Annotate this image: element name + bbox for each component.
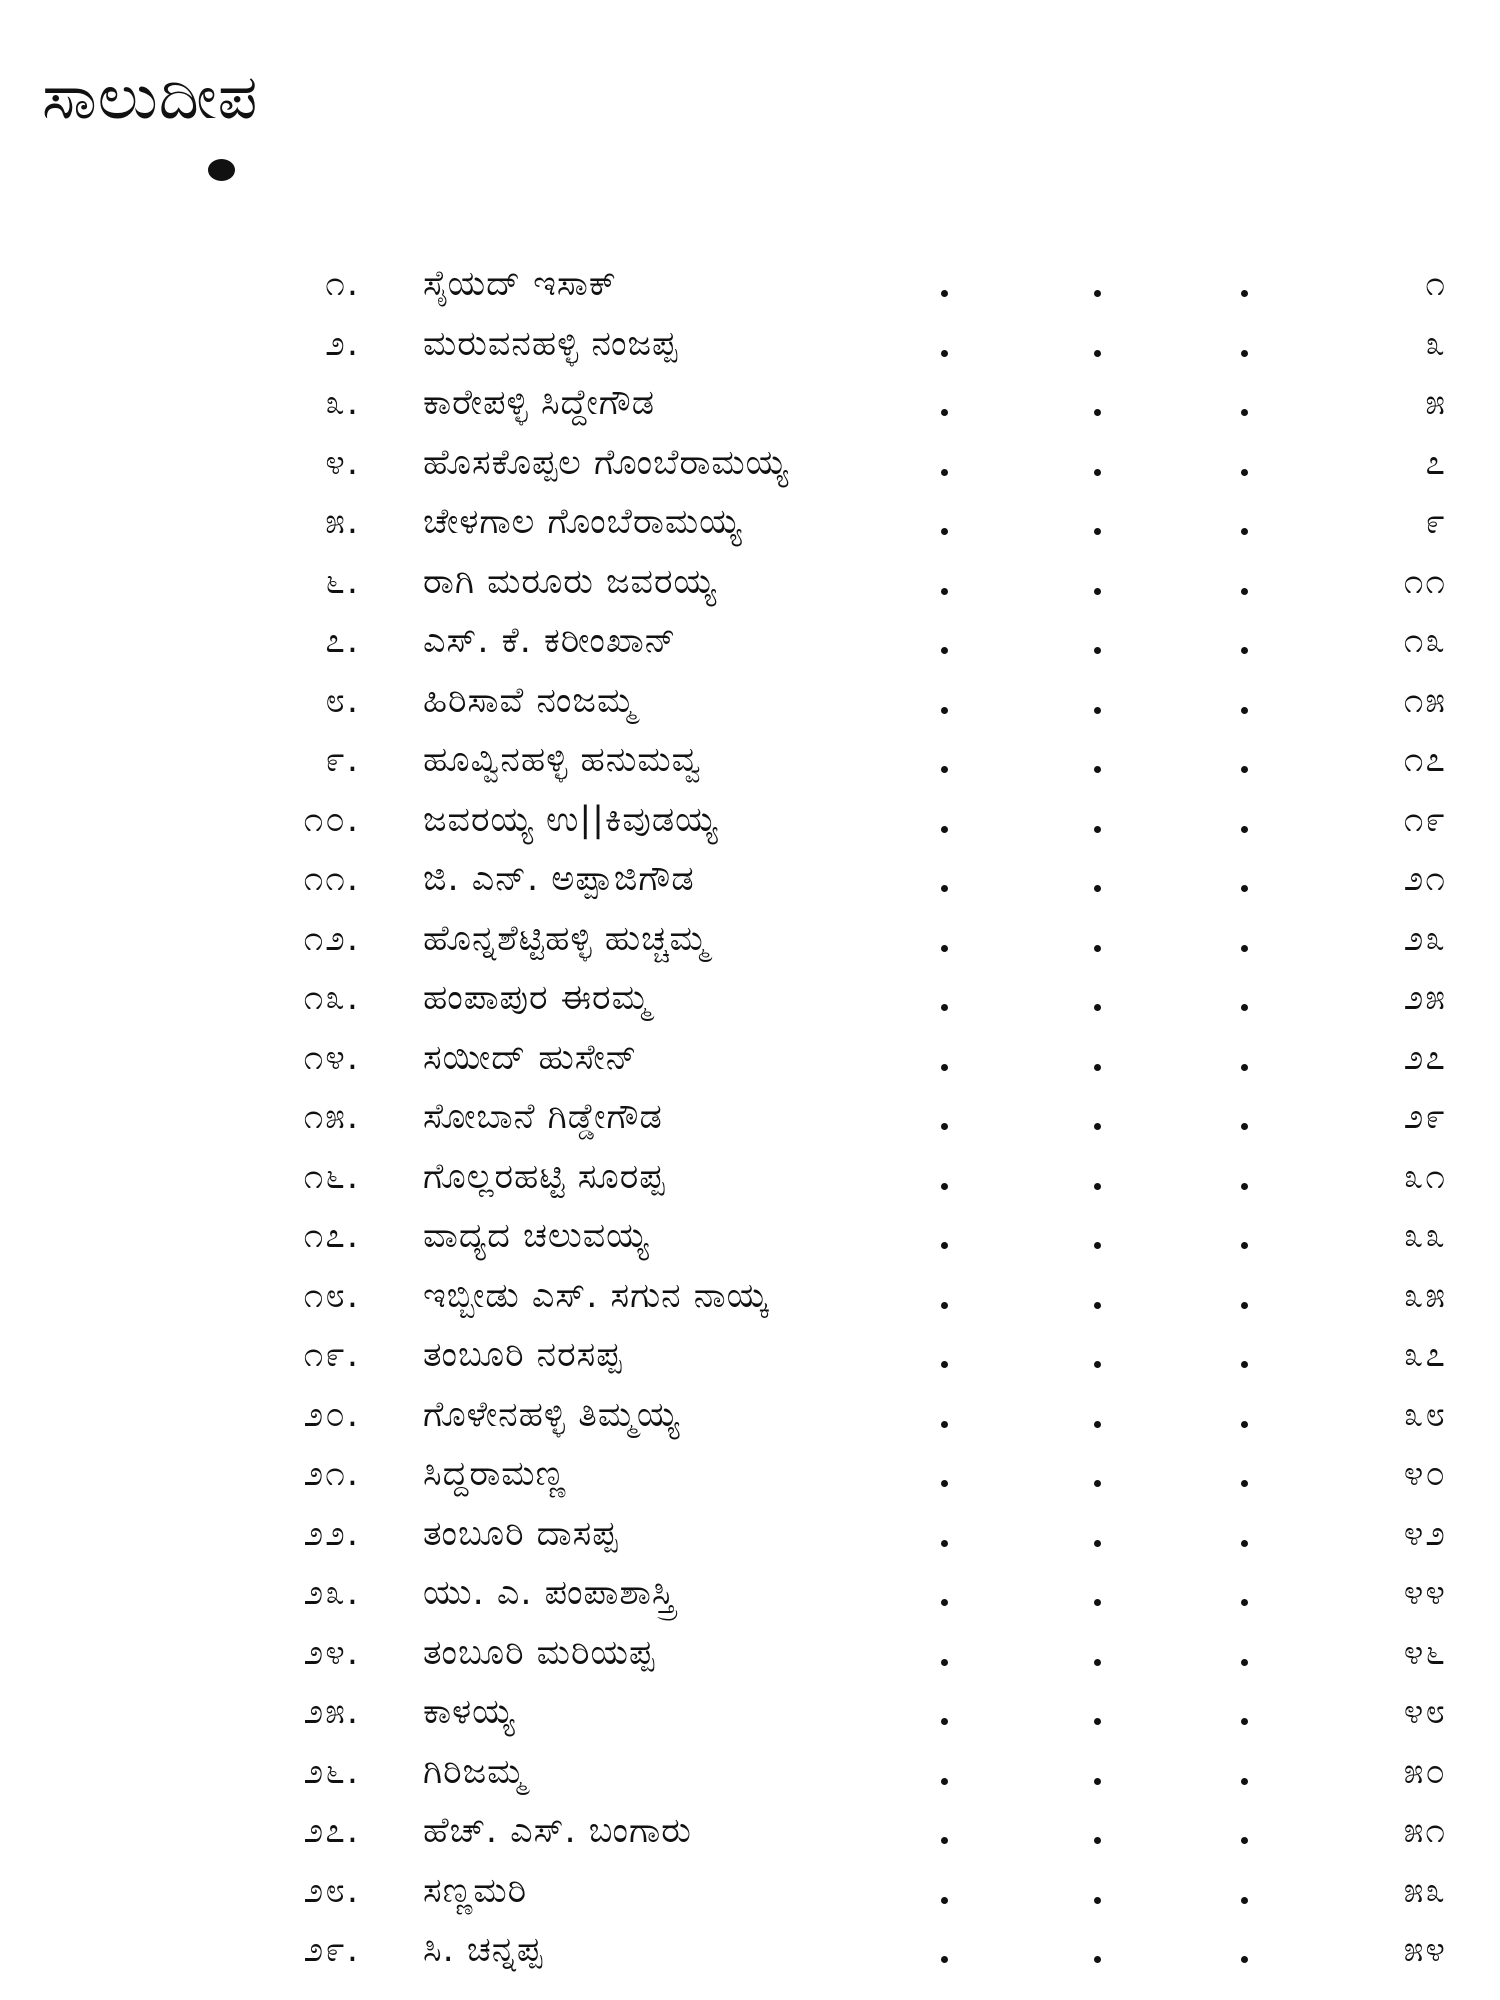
leader-dot [1094,588,1101,595]
leader-dot [1094,707,1101,714]
entry-title: ಸಣ್ಣಮರಿ [423,1870,528,1911]
leader-dot [1094,885,1101,892]
entry-number: ೨೮. [303,1870,360,1911]
entry-title: ಮರುವನಹಳ್ಳಿ ನಂಜಪ್ಪ [423,323,679,364]
leader-dot [941,1837,948,1844]
entry-title: ತಂಬೂರಿ ದಾಸಪ್ಪ [423,1513,619,1554]
leader-dot [1094,1659,1101,1666]
leader-dot [1094,826,1101,833]
leader-dot [941,826,948,833]
leader-dot [1094,647,1101,654]
entry-page-number: ೨೭ [1403,1037,1447,1078]
entry-number: ೧೬. [303,1156,360,1197]
toc-entry [0,1686,1500,1746]
leader-dot [1241,1659,1248,1666]
leader-dot [1094,1956,1101,1963]
entry-title: ಸೋಬಾನೆ ಗಿಡ್ಡೇಗೌಡ [423,1097,663,1137]
leader-dot [1241,528,1248,535]
entry-page-number: ೪೬ [1403,1632,1447,1673]
leader-dot [941,885,948,892]
leader-dot [941,350,948,357]
entry-number: ೩. [325,383,360,423]
leader-dot [1094,1302,1101,1309]
leader-dot [1241,826,1248,833]
leader-dot [941,766,948,773]
toc-entry [0,377,1500,437]
entry-page-number: ೩೫ [1403,1275,1447,1316]
entry-title: ಸಯೀದ್ ಹುಸೇನ್ [423,1037,638,1078]
entry-title: ರಾಗಿ ಮರೂರು ಜವರಯ್ಯ [423,561,717,602]
toc-entry [0,1151,1500,1211]
entry-number: ೨೪. [303,1632,360,1673]
leader-dot [941,1599,948,1606]
entry-title: ವಾದ್ಯದ ಚಲುವಯ್ಯ [423,1216,650,1256]
leader-dot [1241,1421,1248,1428]
entry-page-number: ೩೮ [1403,1394,1447,1435]
entry-page-number: ೩೧ [1403,1156,1447,1197]
entry-title: ಹೊನ್ನಶೆಟ್ಟಿಹಳ್ಳಿ ಹುಚ್ಚಮ್ಮ [423,918,709,959]
entry-page-number: ೧೯ [1403,799,1447,840]
leader-dot [941,1183,948,1190]
entry-number: ೧೩. [303,978,360,1018]
leader-dot [941,1123,948,1130]
entry-number: ೧೨. [303,918,360,959]
leader-dot [1094,766,1101,773]
entry-page-number: ೪೪ [1403,1573,1447,1613]
leader-dot [941,1778,948,1785]
leader-dot [941,1540,948,1547]
entry-title: ಇಬ್ಬೀಡು ಎಸ್. ಸಗುನ ನಾಯ್ಕ [423,1275,769,1316]
leader-dot [1094,1242,1101,1249]
entry-title: ಸಿದ್ದರಾಮಣ್ಣ [423,1454,567,1494]
leader-dot [1241,1480,1248,1487]
entry-page-number: ೩ [1425,323,1447,364]
toc-entry [0,1389,1500,1449]
toc-entry [0,437,1500,497]
entry-title: ಯು. ಎ. ಪಂಪಾಶಾಸ್ತ್ರಿ [423,1573,676,1613]
toc-entry [0,1627,1500,1687]
leader-dot [1241,588,1248,595]
leader-dot [941,1480,948,1487]
toc-entry [0,1032,1500,1092]
leader-dot [1241,350,1248,357]
toc-entry [0,972,1500,1032]
entry-page-number: ೨೩ [1403,918,1447,959]
entry-page-number: ೧೩ [1403,621,1447,661]
leader-dot [1241,290,1248,297]
entry-page-number: ೩೩ [1403,1216,1447,1256]
toc-entry [0,1805,1500,1865]
leader-dot [1094,945,1101,952]
leader-dot [1094,1778,1101,1785]
entry-number: ೨೯. [303,1930,360,1970]
leader-dot [1241,1183,1248,1190]
title-bullet-dot [208,159,235,181]
leader-dot [1094,290,1101,297]
entry-page-number: ೫ [1425,383,1447,423]
entry-title: ತಂಬೂರಿ ಮರಿಯಪ್ಪ [423,1632,656,1673]
leader-dot [941,1659,948,1666]
entry-number: ೨೦. [303,1394,360,1435]
leader-dot [1094,1361,1101,1368]
toc-entry [0,675,1500,735]
entry-page-number: ೪೮ [1403,1692,1447,1732]
entry-title: ಸೈಯದ್ ಇಸಾಕ್ [423,264,617,304]
leader-dot [1241,1778,1248,1785]
toc-entry [0,1210,1500,1270]
entry-page-number: ೩೭ [1403,1335,1447,1375]
entry-title: ಚೇಳಗಾಲ ಗೊಂಬೆರಾಮಯ್ಯ [423,502,743,542]
entry-number: ೨೭. [303,1811,360,1851]
entry-title: ಹೆಚ್. ಎಸ್. ಬಂಗಾರು [423,1811,692,1851]
entry-number: ೮. [325,680,360,721]
leader-dot [941,1361,948,1368]
leader-dot [1241,1004,1248,1011]
leader-dot [941,1718,948,1725]
toc-entry [0,258,1500,318]
entry-title: ಜವರಯ್ಯ ಉ||ಕಿವುಡಯ್ಯ [423,799,719,840]
leader-dot [1241,1599,1248,1606]
entry-number: ೨೨. [303,1513,360,1554]
entry-title: ಕಾಳಯ್ಯ [423,1692,516,1732]
leader-dot [941,707,948,714]
entry-page-number: ೫೦ [1403,1751,1447,1792]
entry-page-number: ೯ [1425,502,1447,542]
leader-dot [1241,647,1248,654]
leader-dot [941,1897,948,1904]
leader-dot [1241,1837,1248,1844]
entry-number: ೨. [325,323,360,364]
leader-dot [941,1956,948,1963]
entry-page-number: ೫೩ [1403,1870,1447,1911]
entry-number: ೭. [325,621,360,661]
leader-dot [1241,1540,1248,1547]
toc-entry [0,1865,1500,1925]
leader-dot [1094,1837,1101,1844]
entry-number: ೨೧. [303,1454,360,1494]
entry-page-number: ೨೯ [1403,1097,1447,1137]
leader-dot [1094,1123,1101,1130]
leader-dot [1241,1718,1248,1725]
entry-title: ಗಿರಿಜಮ್ಮ [423,1751,527,1792]
toc-entry [0,734,1500,794]
leader-dot [1241,1897,1248,1904]
entry-title: ಎಸ್. ಕೆ. ಕರೀಂಖಾನ್ [423,621,677,661]
leader-dot [941,290,948,297]
entry-page-number: ೪೨ [1403,1513,1447,1554]
leader-dot [941,1004,948,1011]
leader-dot [1241,945,1248,952]
leader-dot [941,647,948,654]
entry-number: ೨೫. [303,1692,360,1732]
toc-entry [0,615,1500,675]
table-of-contents [0,258,1500,1984]
leader-dot [1241,409,1248,416]
entry-number: ೯. [325,740,360,780]
toc-entry [0,1091,1500,1151]
toc-entry [0,556,1500,616]
entry-page-number: ೫೪ [1403,1930,1447,1970]
entry-page-number: ೭ [1425,442,1447,483]
leader-dot [941,1421,948,1428]
entry-number: ೬. [325,561,360,602]
entry-page-number: ೫೧ [1403,1811,1447,1851]
leader-dot [941,1064,948,1071]
leader-dot [1094,409,1101,416]
leader-dot [1241,1302,1248,1309]
entry-page-number: ೧೭ [1403,740,1447,780]
leader-dot [1094,1897,1101,1904]
entry-title: ಹೊಸಕೊಪ್ಪಲ ಗೊಂಬೆರಾಮಯ್ಯ [423,442,789,483]
entry-title: ಗೊಳೇನಹಳ್ಳಿ ತಿಮ್ಮಯ್ಯ [423,1394,681,1435]
entry-page-number: ೨೧ [1403,859,1447,899]
entry-number: ೨೩. [303,1573,360,1613]
entry-number: ೧೫. [303,1097,360,1137]
leader-dot [1241,707,1248,714]
leader-dot [1241,1361,1248,1368]
leader-dot [1094,1004,1101,1011]
leader-dot [1094,1421,1101,1428]
toc-entry [0,1270,1500,1330]
entry-number: ೧೯. [303,1335,360,1375]
entry-page-number: ೧೫ [1403,680,1447,721]
entry-number: ೧೦. [303,799,360,840]
leader-dot [1241,469,1248,476]
leader-dot [1241,1242,1248,1249]
leader-dot [941,945,948,952]
leader-dot [1094,469,1101,476]
leader-dot [1241,1064,1248,1071]
entry-title: ಕಾರೇಪಳ್ಳಿ ಸಿದ್ದೇಗೌಡ [423,383,656,423]
toc-entry [0,1448,1500,1508]
entry-number: ೫. [325,502,360,542]
entry-page-number: ೨೫ [1403,978,1447,1018]
leader-dot [1094,1183,1101,1190]
toc-entry [0,794,1500,854]
leader-dot [1241,885,1248,892]
page-title: ಸಾಲುದೀಪ [42,60,259,133]
entry-title: ಹಂಪಾಪುರ ಈರಮ್ಮ [423,978,651,1018]
entry-page-number: ೧ [1425,264,1447,304]
toc-entry [0,1924,1500,1984]
entry-number: ೨೬. [303,1751,360,1792]
leader-dot [1094,1480,1101,1487]
entry-number: ೪. [325,442,360,483]
entry-title: ಜಿ. ಎನ್. ಅಪ್ಪಾಜಿಗೌಡ [423,859,695,899]
entry-number: ೧೮. [303,1275,360,1316]
leader-dot [1094,1540,1101,1547]
entry-page-number: ೧೧ [1403,561,1447,602]
toc-entry [0,318,1500,378]
toc-entry [0,853,1500,913]
entry-number: ೧. [325,264,360,304]
entry-number: ೧೪. [303,1037,360,1078]
entry-title: ಹೂವ್ವಿನಹಳ್ಳಿ ಹನುಮವ್ವ [423,740,702,780]
leader-dot [941,588,948,595]
entry-title: ತಂಬೂರಿ ನರಸಪ್ಪ [423,1335,623,1375]
leader-dot [1094,1064,1101,1071]
entry-title: ಗೊಲ್ಲರಹಟ್ಟಿ ಸೂರಪ್ಪ [423,1156,666,1197]
toc-entry [0,496,1500,556]
entry-title: ಸಿ. ಚನ್ನಪ್ಪ [423,1930,544,1970]
toc-entry [0,1508,1500,1568]
entry-title: ಹಿರಿಸಾವೆ ನಂಜಮ್ಮ [423,680,636,721]
leader-dot [1241,766,1248,773]
leader-dot [941,469,948,476]
toc-entry [0,1567,1500,1627]
toc-entry [0,1746,1500,1806]
leader-dot [1241,1956,1248,1963]
entry-number: ೧೧. [303,859,360,899]
entry-page-number: ೪೦ [1403,1454,1447,1494]
leader-dot [1094,528,1101,535]
leader-dot [941,1242,948,1249]
leader-dot [1094,350,1101,357]
leader-dot [941,528,948,535]
entry-number: ೧೭. [303,1216,360,1256]
leader-dot [1241,1123,1248,1130]
toc-entry [0,1329,1500,1389]
leader-dot [1094,1718,1101,1725]
toc-entry [0,913,1500,973]
leader-dot [941,409,948,416]
leader-dot [1094,1599,1101,1606]
leader-dot [941,1302,948,1309]
